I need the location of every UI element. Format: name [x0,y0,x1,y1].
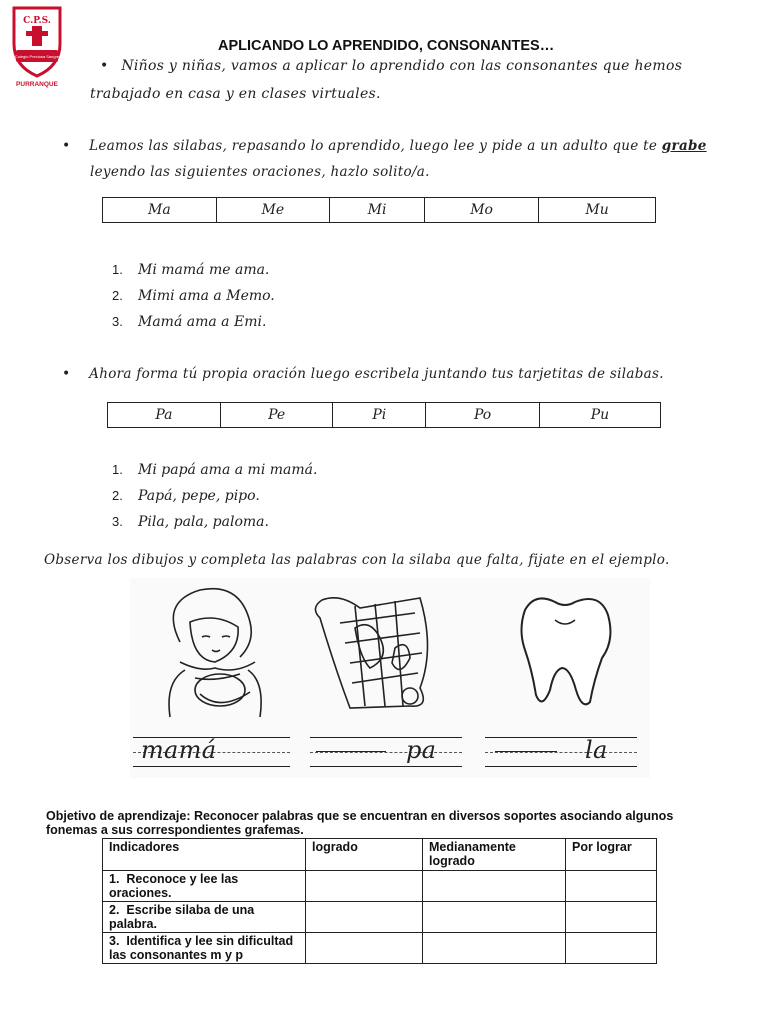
header-cell: Medianamente logrado [423,839,566,871]
instruction-3: Observa los dibujos y completa las palabras con la silaba que falta, fijate en el ejemplo. [44,552,670,568]
m-sentence [112,288,275,304]
instruction-1-line-1: Leamos las silabas, repasando lo aprendido, luego lee y pide a un adulto que te [89,138,662,154]
instruction-2-text: Ahora forma tú propia oración luego escribela juntando tus tarjetitas de silabas. [89,366,664,382]
check-cell[interactable] [423,871,566,902]
sentence-text: Papá, pepe, pipo. [138,488,260,504]
p-syllable-table [107,402,661,428]
intro-line-1: Niños y niñas, vamos a aplicar lo aprendido con las consonantes que hemos [121,58,683,74]
sentence-text: Mi mamá me ama. [138,262,270,278]
syllable-cell: Pu [539,403,660,428]
school-logo [6,4,68,90]
syllable-cell: Mu [539,198,656,223]
sentence-text: Mi papá ama a mi mamá. [138,462,318,478]
list-number: 2. [112,288,123,303]
instruction-2 [62,366,664,382]
bullet-icon: • [100,58,109,74]
indicator-text: Identifica y lee sin dificultad las consonantes m y p [109,934,294,962]
list-number: 3. [112,314,123,329]
syllable-cell: Pe [220,403,333,428]
sentence-text: Pila, pala, paloma. [138,514,269,530]
check-cell[interactable] [423,933,566,964]
indicator-text: Reconoce y lee las oraciones. [109,872,239,900]
row-number: 3. [109,934,120,948]
check-cell[interactable] [306,871,423,902]
bullet-icon: • [62,366,71,382]
instruction-1-line-2: leyendo las siguientes oraciones, hazlo solito/a. [90,164,430,180]
check-cell[interactable] [423,902,566,933]
list-number: 2. [112,488,123,503]
m-syllable-table [102,197,656,223]
learning-objective: Objetivo de aprendizaje: Reconocer palabras que se encuentran en diversos soportes asociando algunos fonemas a sus correspondientes grafemas. [46,809,674,837]
list-number: 3. [112,514,123,529]
syllable-cell: Po [426,403,540,428]
list-number: 1. [112,462,123,477]
guide-word: pa [406,736,437,764]
guide-word: mamá [141,736,217,764]
m-sentence [112,314,266,330]
mother-baby-drawing [140,582,290,722]
sentence-text: Mimi ama a Memo. [138,288,275,304]
sentence-text: Mamá ama a Emi. [138,314,267,330]
row-number: 1. [109,872,120,886]
check-cell[interactable] [306,933,423,964]
m-sentence [112,262,269,278]
indicator-cell [103,902,306,933]
syllable-cell: Ma [103,198,217,223]
word-guide-1 [133,737,290,767]
intro-bullet [100,58,682,74]
word-guide-3[interactable] [485,737,637,767]
logo-top-text: C.P.S. [23,16,51,26]
header-cell: Indicadores [103,839,306,871]
syllable-cell: Mo [425,198,539,223]
syllable-cell: Pi [333,403,426,428]
blank-line [316,751,386,752]
indicator-text: Escribe silaba de una palabra. [109,903,255,931]
bullet-icon: • [62,138,71,154]
page-title: APLICANDO LO APRENDIDO, CONSONANTES… [218,38,555,54]
p-sentence [112,462,317,478]
guide-word: la [585,736,608,764]
syllable-cell: Mi [330,198,425,223]
indicator-table [102,838,657,964]
syllable-cell: Me [216,198,329,223]
p-sentence [112,514,269,530]
blank-line [495,751,557,752]
list-number: 1. [112,262,123,277]
instruction-1 [62,138,707,154]
indicator-cell [103,871,306,902]
check-cell[interactable] [306,902,423,933]
header-cell: logrado [306,839,423,871]
check-cell[interactable] [566,902,657,933]
intro-line-2: trabajado en casa y en clases virtuales. [90,86,381,102]
logo-bottom-text: PURRANQUE [16,81,58,88]
indicator-cell [103,933,306,964]
syllable-cell: Pa [108,403,221,428]
word-guide-2[interactable] [310,737,462,767]
check-cell[interactable] [566,933,657,964]
tooth-drawing [510,590,620,710]
p-sentence [112,488,260,504]
header-cell: Por lograr [566,839,657,871]
check-cell[interactable] [566,871,657,902]
map-scroll-drawing [300,588,450,718]
instruction-1-emphasis: grabe [661,138,707,154]
row-number: 2. [109,903,120,917]
logo-ribbon-text: Colegio Preciosa Sangre [14,54,60,59]
